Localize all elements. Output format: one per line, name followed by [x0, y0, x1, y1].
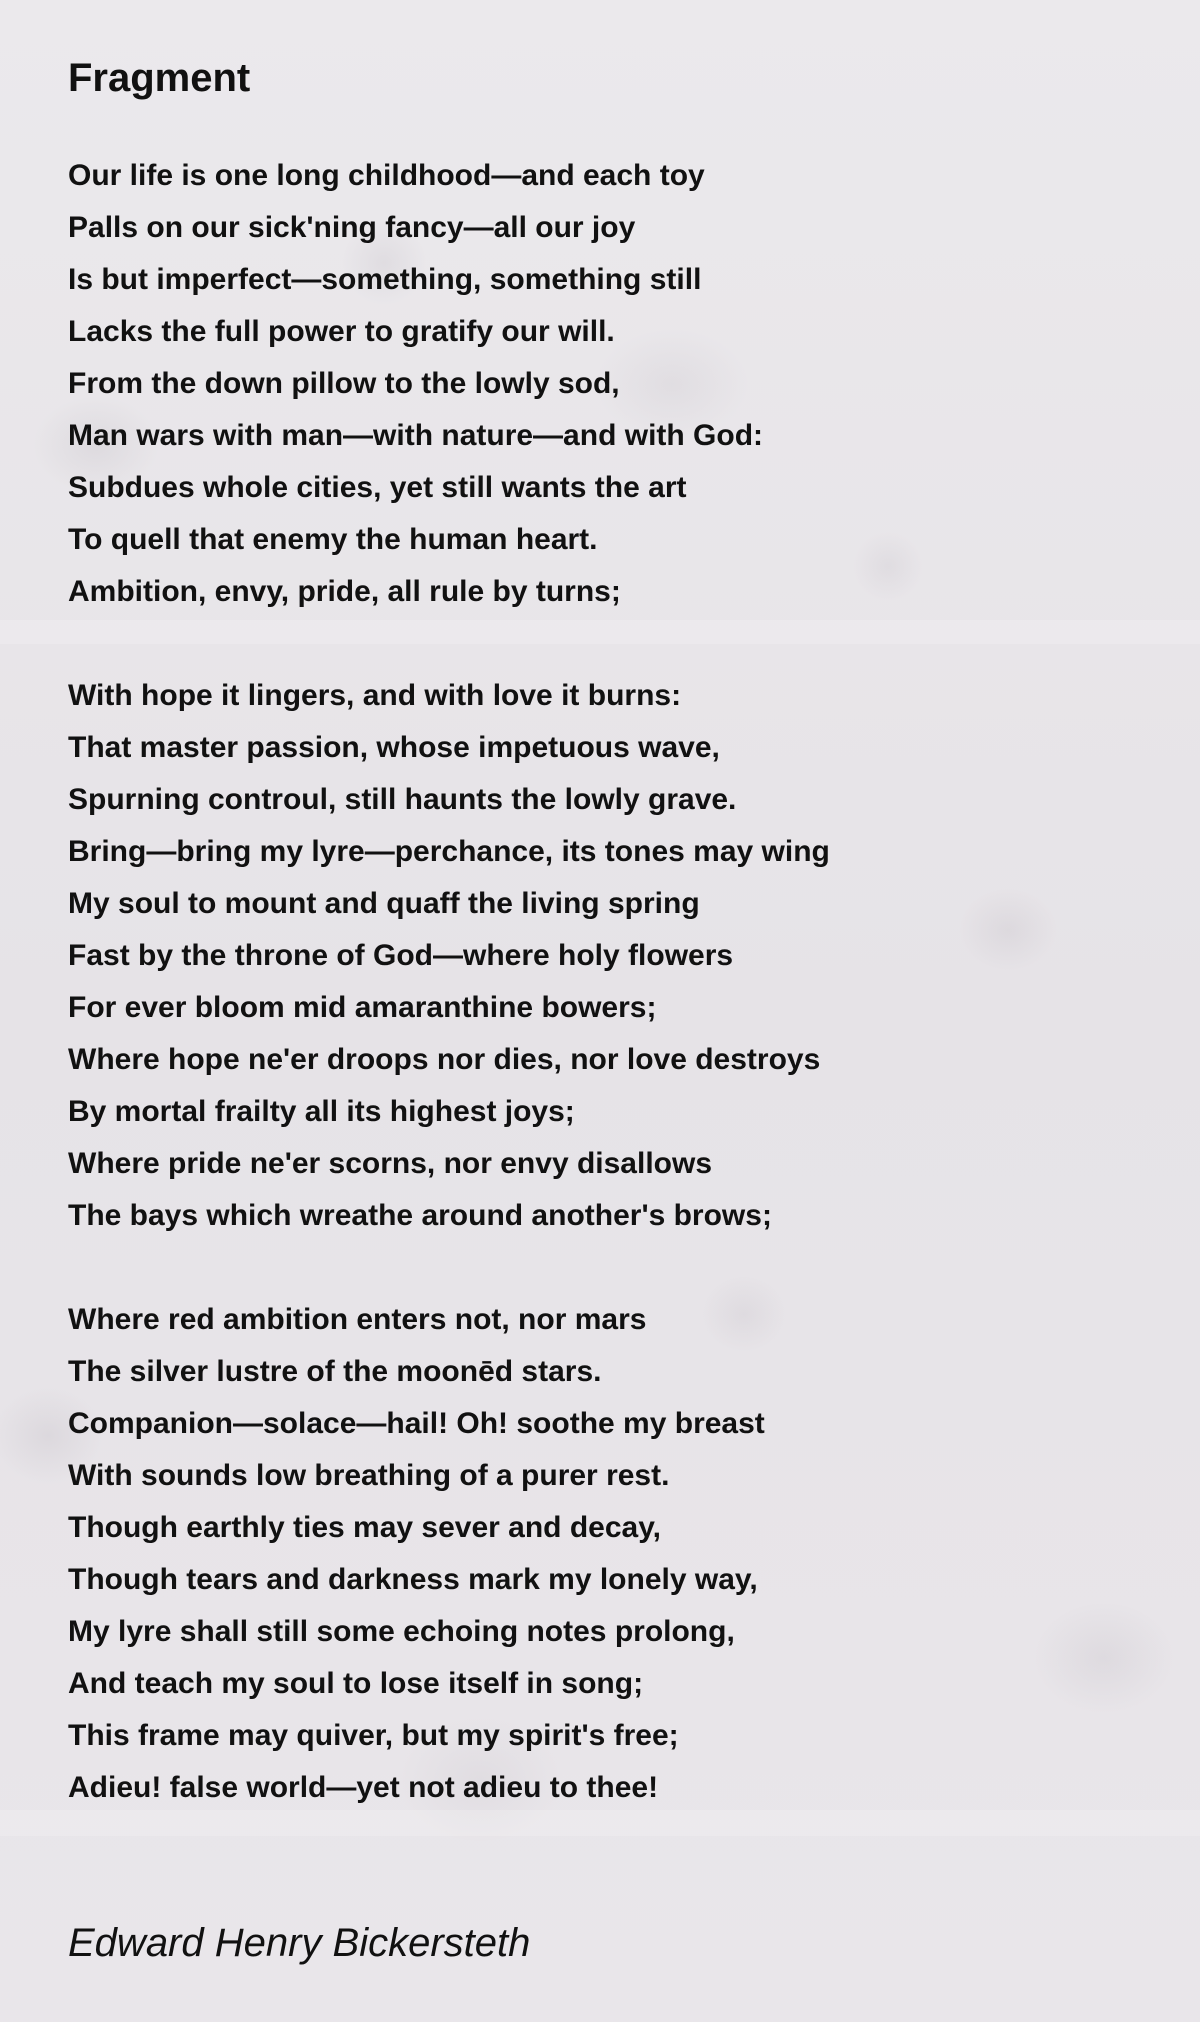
poem-line: Where red ambition enters not, nor mars: [68, 1303, 647, 1336]
poem-line: For ever bloom mid amaranthine bowers;: [68, 991, 657, 1024]
poem-line: Fast by the throne of God—where holy flowers: [68, 939, 734, 972]
poem-line: Palls on our sick'ning fancy—all our joy: [68, 211, 636, 244]
poem-line: Bring—bring my lyre—perchance, its tones may wing: [68, 835, 830, 868]
poem-line: My soul to mount and quaff the living spring: [68, 887, 700, 920]
poem-line: Ambition, envy, pride, all rule by turns;: [68, 575, 621, 608]
poem-line: The silver lustre of the moonēd stars.: [68, 1355, 602, 1388]
poem-line: To quell that enemy the human heart.: [68, 523, 598, 556]
poem-title: Fragment: [68, 56, 251, 100]
poem-line: This frame may quiver, but my spirit's free;: [68, 1719, 679, 1752]
poem-line: By mortal frailty all its highest joys;: [68, 1095, 575, 1128]
poem-line: My lyre shall still some echoing notes prolong,: [68, 1615, 735, 1648]
poem-line: Our life is one long childhood—and each toy: [68, 159, 705, 192]
poem-line: With hope it lingers, and with love it burns:: [68, 679, 682, 712]
poem-line: Where hope ne'er droops nor dies, nor love destroys: [68, 1043, 821, 1076]
poem-line: Companion—solace—hail! Oh! soothe my breast: [68, 1407, 765, 1440]
poem-line: From the down pillow to the lowly sod,: [68, 367, 620, 400]
poem-line: And teach my soul to lose itself in song;: [68, 1667, 644, 1700]
poem-line: Though tears and darkness mark my lonely way,: [68, 1563, 758, 1596]
stanza-2: [68, 670, 830, 1242]
stanza-3: [68, 1294, 830, 1814]
poem-line: That master passion, whose impetuous wave,: [68, 731, 720, 764]
poem-body: [68, 150, 830, 1814]
poem-line: Subdues whole cities, yet still wants the art: [68, 471, 687, 504]
poem-line: Where pride ne'er scorns, nor envy disallows: [68, 1147, 713, 1180]
poem-line: Man wars with man—with nature—and with God:: [68, 419, 764, 452]
poem-line: Though earthly ties may sever and decay,: [68, 1511, 661, 1544]
poem-author: Edward Henry Bickersteth: [68, 1921, 531, 1965]
poem-line: The bays which wreathe around another's brows;: [68, 1199, 772, 1232]
poem-line: Lacks the full power to gratify our will.: [68, 315, 615, 348]
poem-line: Spurning controul, still haunts the lowly grave.: [68, 783, 737, 816]
stanza-1: [68, 150, 830, 618]
poem-line: Adieu! false world—yet not adieu to thee!: [68, 1771, 659, 1804]
poem-line: With sounds low breathing of a purer rest.: [68, 1459, 670, 1492]
poem-line: Is but imperfect—something, something still: [68, 263, 702, 296]
